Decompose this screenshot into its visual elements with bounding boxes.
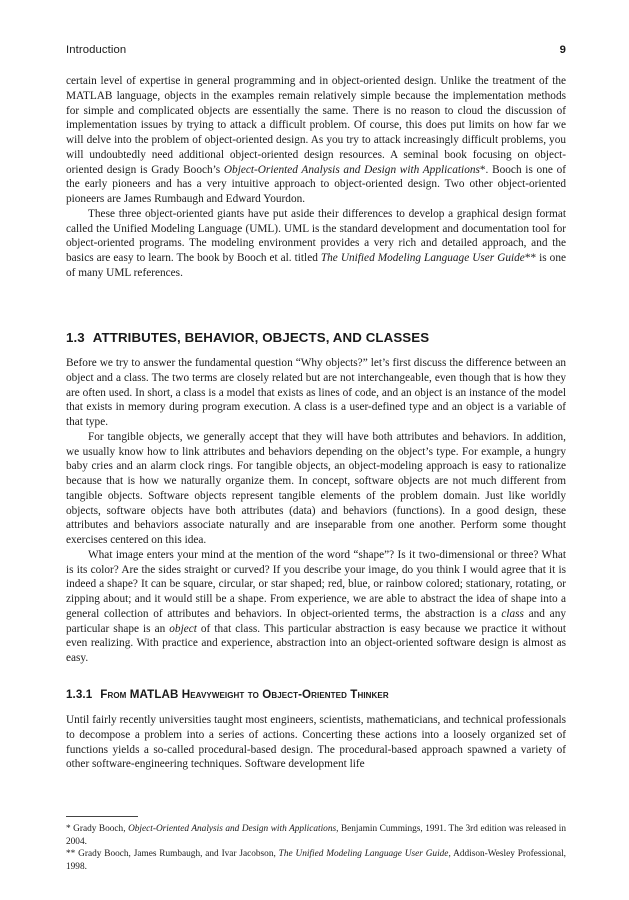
subsection-paragraph: Until fairly recently universities taught most engineers, scientists, mathematicians, and technical professionals to decompose a problem into a series of actions. Concerting these actions into a loosely organized set of functions yields a so-called procedural-based design. The procedural-based approach spawned a variety of other software-engineering techniques. Software development life <box>66 714 566 771</box>
page-number: 9 <box>559 44 566 56</box>
book-title-ooad: Object-Oriented Analysis and Design with Applications <box>223 163 480 176</box>
subsection-title: From MATLAB Heavyweight to Object-Oriented Thinker <box>100 688 389 701</box>
section-title: ATTRIBUTES, BEHAVIOR, OBJECTS, AND CLASSES <box>92 330 430 345</box>
footnote-divider <box>66 816 138 817</box>
term-class: class <box>501 607 524 620</box>
book-title-uml: The Unified Modeling Language User Guide <box>320 252 525 264</box>
subsection-number: 1.3.1 <box>66 688 93 701</box>
section-paragraph: For tangible objects, we generally accept that they will have both attributes and behaviors. In addition, we usually know how to link attributes and behaviors depending on the object’s type. For example, a hungry baby cries and an alarm clock rings. For tangible objects, an object-modeling approach is easy to rationalize because that is how we naturally organize them. In concept, software objects are not much different from tangible objects. Software objects represent tangible elements of the problem domain. Just like worldly objects, software objects have both attributes (data) and behaviors (functions). In a good design, these attributes and behaviors associate naturally and are inseparable from one another. Perform some thought exercises centered on this idea. <box>66 430 566 546</box>
intro-paragraph: certain level of expertise in general programming and in object-oriented design. Unlike the treatment of the MATLAB language, objects in the examples remain relatively simple because the implementation methods for simple and complicated objects are essentially the same. There is no reason to cloud the discussion of implementation issues by trying to attack a difficult problem. Of course, this does put limits on how far we will delve into the problem of object-oriented design. As you try to attack increasingly difficult problems, you will undoubtedly need additional object-oriented design resources. A seminal book focusing on object-oriented design is Grady Booch’s Object-Oriented Analysis and Design with Applications*. Booch is one of the early pioneers and has a very intuitive approach to object-oriented design. Two other object-oriented pioneers are James Rumbaugh and Edward Yourdon. <box>66 75 566 205</box>
footnotes <box>66 823 566 873</box>
section-heading <box>66 330 566 345</box>
section-number: 1.3 <box>66 330 85 345</box>
section-text <box>66 356 566 666</box>
footnote-2: ** Grady Booch, James Rumbaugh, and Ivar Jacobson, The Unified Modeling Language User Guide, Addison-Wesley Professional, 1998. <box>66 849 566 872</box>
running-header <box>66 44 566 60</box>
chapter-title: Introduction <box>66 44 127 56</box>
subsection-text <box>66 713 566 772</box>
subsection-heading <box>66 688 566 701</box>
intro-paragraph: These three object-oriented giants have put aside their differences to develop a graphical design format called the Unified Modeling Language (UML). UML is the standard development and documentation tool for object-oriented programs. The modeling environment provides a very rich and detailed approach, and the basics are easy to learn. The book by Booch et al. titled The Unified Modeling Language User Guide** is one of many UML references. <box>66 207 566 279</box>
section-paragraph: What image enters your mind at the mention of the word “shape”? Is it two-dimensional or three? What is its color? Are the sides straight or curved? If you describe your image, do you think I would agree that it is indeed a shape? It can be square, circular, or star shaped; red, blue, or rainbow colored; stationary, rotating, or zipping about; and it would still be a shape. From experience, we are able to abstract the idea of shape into a general collection of attributes and behaviors. In object-oriented terms, the abstraction is a class and any particular shape is an object of that class. This particular abstraction is easy because we practice it without even realizing. With practice and experience, abstraction into an object-oriented software design is almost as easy. <box>66 548 567 664</box>
section-paragraph: Before we try to answer the fundamental question “Why objects?” let’s first discuss the difference between an object and a class. The two terms are closely related but are not interchangeable, even though that is how they are often used. In short, a class is a model that exists as lines of code, and an object is an instance of the model that exists in memory during program execution. A class is a user-defined type and an object is a variable of that type. <box>66 357 566 428</box>
intro-text <box>66 74 566 281</box>
term-object: object <box>169 622 197 635</box>
footnote-1: * Grady Booch, Object-Oriented Analysis and Design with Applications, Benjamin Cummings, 1991. The 3rd edition was released in 2004. <box>66 824 566 847</box>
